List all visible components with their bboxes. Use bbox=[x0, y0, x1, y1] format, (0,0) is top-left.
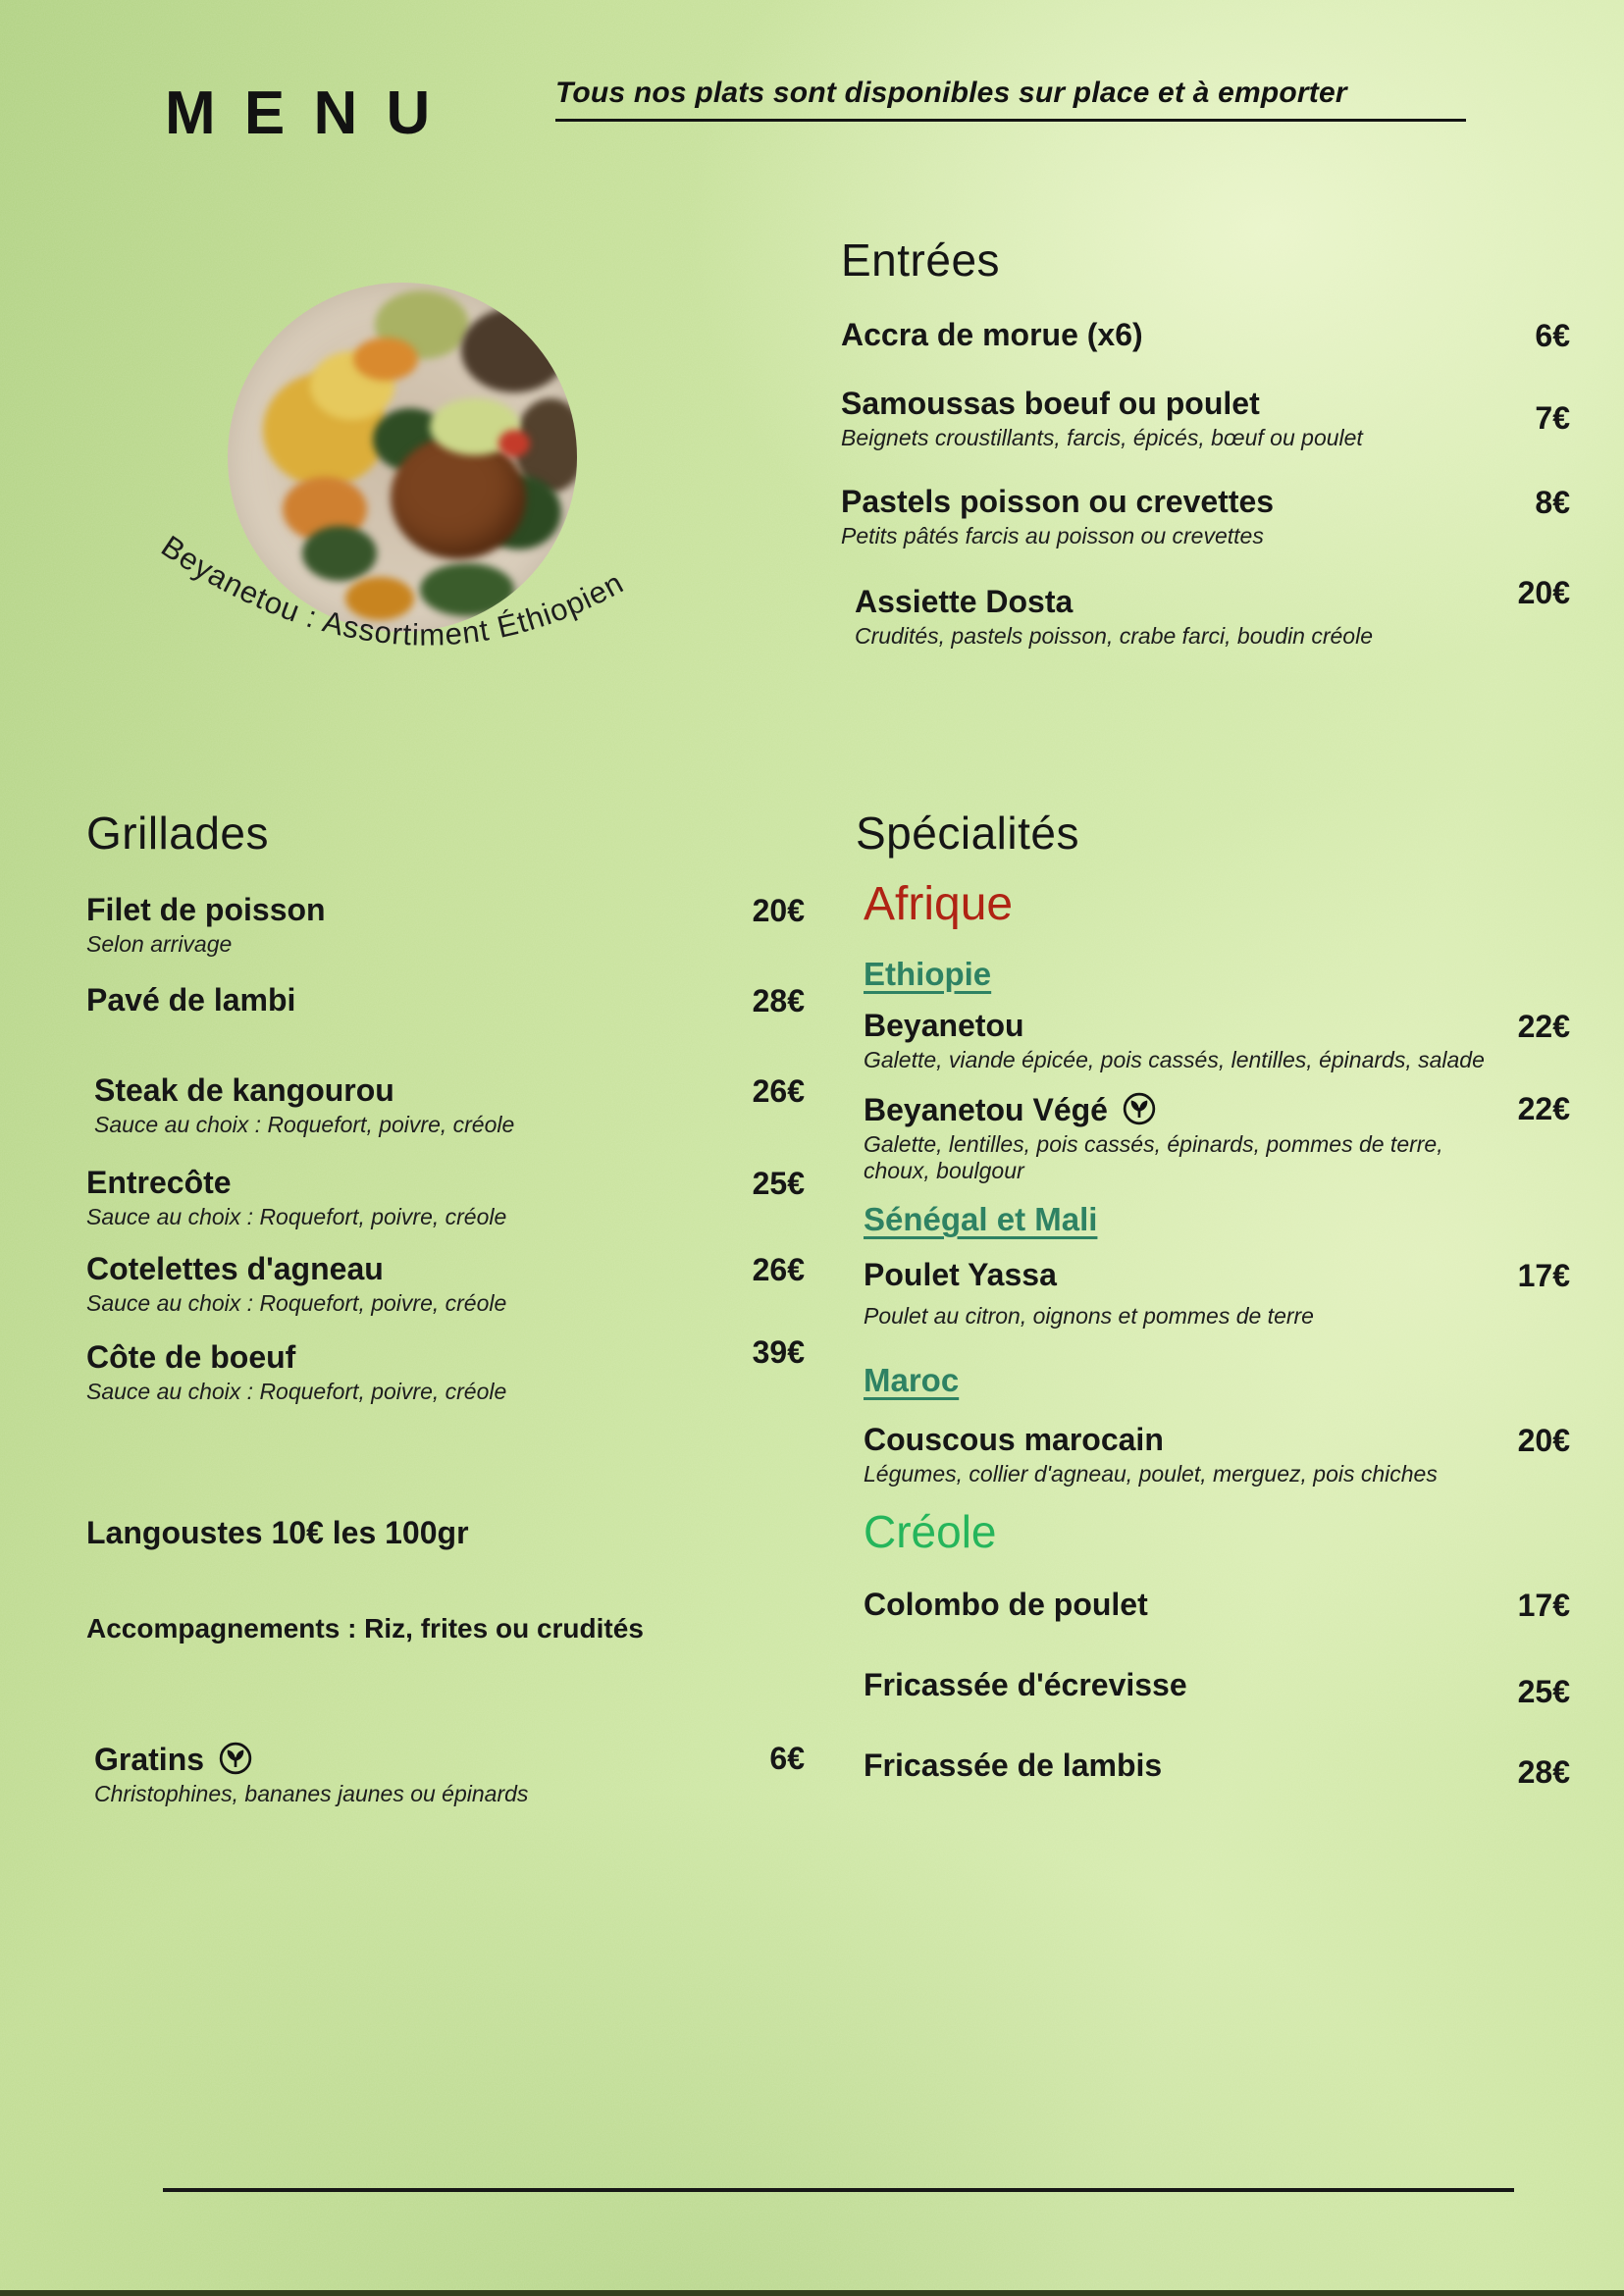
grillades-heading: Grillades bbox=[86, 808, 270, 859]
item-price: 17€ bbox=[1517, 1258, 1570, 1293]
menu-item-row bbox=[856, 1748, 1570, 1791]
item-price: 28€ bbox=[752, 983, 805, 1018]
item-price: 25€ bbox=[1517, 1674, 1570, 1709]
item-name bbox=[864, 1091, 1500, 1128]
item-description: Sauce au choix : Roquefort, poivre, créole bbox=[86, 1289, 507, 1316]
item-description: Galette, viande épicée, pois cassés, lentilles, épinards, salade bbox=[864, 1046, 1485, 1072]
page-bottom-edge bbox=[0, 2290, 1624, 2296]
ethiopie-heading: Ethiopie bbox=[864, 956, 992, 992]
item-price: 22€ bbox=[1517, 1009, 1570, 1044]
vegetarian-icon bbox=[1122, 1091, 1157, 1126]
item-name-text: Beyanetou Végé bbox=[864, 1092, 1108, 1127]
item-name: Cotelettes d'agneau bbox=[86, 1251, 384, 1286]
item-price: 39€ bbox=[752, 1334, 805, 1370]
item-price: 20€ bbox=[1517, 1423, 1570, 1458]
item-name: Fricassée de lambis bbox=[864, 1748, 1163, 1783]
item-name: Fricassée d'écrevisse bbox=[864, 1667, 1187, 1702]
menu-item-row bbox=[86, 1334, 805, 1405]
item-price: 7€ bbox=[1535, 400, 1570, 436]
item-description: Crudités, pastels poisson, crabe farci, boudin créole bbox=[855, 622, 1374, 649]
section-entrees bbox=[841, 234, 1570, 704]
item-name: Couscous marocain bbox=[864, 1422, 1164, 1457]
section-specialites bbox=[856, 807, 1570, 1886]
menu-item-row bbox=[856, 1091, 1570, 1184]
item-price: 25€ bbox=[752, 1166, 805, 1201]
item-price: 17€ bbox=[1517, 1588, 1570, 1623]
menu-item-row bbox=[86, 893, 805, 958]
menu-item-row bbox=[856, 1668, 1570, 1710]
menu-item-row bbox=[86, 1166, 805, 1230]
item-price: 26€ bbox=[752, 1252, 805, 1287]
langoustes-note: Langoustes 10€ les 100gr bbox=[86, 1515, 469, 1550]
menu-item-row bbox=[856, 1588, 1570, 1624]
menu-item-row bbox=[86, 983, 805, 1019]
afrique-heading: Afrique bbox=[864, 878, 1014, 930]
item-description: Poulet au citron, oignons et pommes de terre bbox=[864, 1302, 1314, 1329]
item-description: Petits pâtés farcis au poisson ou crevettes bbox=[841, 522, 1264, 548]
item-price: 20€ bbox=[752, 893, 805, 928]
photo-caption-arc bbox=[137, 502, 697, 718]
photo-food-blob bbox=[461, 308, 567, 392]
item-price: 28€ bbox=[1517, 1754, 1570, 1790]
item-description: Sauce au choix : Roquefort, poivre, créole bbox=[86, 1203, 507, 1229]
item-name: Steak de kangourou bbox=[94, 1072, 394, 1108]
item-description: Sauce au choix : Roquefort, poivre, créole bbox=[94, 1111, 515, 1137]
tagline-underline bbox=[555, 119, 1466, 122]
accompagnements-note: Accompagnements : Riz, frites ou crudités bbox=[86, 1613, 644, 1644]
item-name: Accra de morue (x6) bbox=[841, 317, 1143, 352]
menu-item-row bbox=[841, 485, 1570, 549]
menu-item-row bbox=[86, 1073, 805, 1138]
item-name: Pavé de lambi bbox=[86, 982, 296, 1018]
item-name: Assiette Dosta bbox=[855, 584, 1074, 619]
menu-item-row bbox=[856, 1009, 1570, 1073]
item-name: Filet de poisson bbox=[86, 892, 326, 927]
item-name: Pastels poisson ou crevettes bbox=[841, 484, 1275, 519]
item-description: Christophines, bananes jaunes ou épinards bbox=[94, 1780, 529, 1806]
footer-rule bbox=[163, 2188, 1514, 2192]
specialites-heading: Spécialités bbox=[856, 808, 1079, 859]
tagline-block bbox=[555, 77, 1468, 122]
item-description: Beignets croustillants, farcis, épicés, bœuf ou poulet bbox=[841, 424, 1363, 450]
photo-food-blob bbox=[353, 338, 418, 381]
menu-item-row bbox=[86, 1252, 805, 1317]
page-title: M E N U bbox=[165, 79, 437, 147]
photo-food-blob bbox=[498, 430, 530, 457]
item-price: 22€ bbox=[1517, 1091, 1570, 1126]
item-price: 20€ bbox=[1517, 575, 1570, 610]
item-description: Galette, lentilles, pois cassés, épinards, pommes de terre, choux, boulgour bbox=[864, 1130, 1443, 1183]
item-name bbox=[94, 1741, 752, 1778]
item-description: Selon arrivage bbox=[86, 930, 233, 957]
item-price: 6€ bbox=[769, 1741, 805, 1776]
menu-item-row bbox=[856, 1258, 1570, 1330]
item-name-text: Gratins bbox=[94, 1742, 205, 1777]
menu-item-row bbox=[856, 1423, 1570, 1487]
item-price: 26€ bbox=[752, 1073, 805, 1109]
item-name: Poulet Yassa bbox=[864, 1257, 1057, 1292]
section-grillades bbox=[86, 807, 805, 1847]
creole-heading: Créole bbox=[864, 1506, 997, 1557]
photo-caption-text: Beyanetou : Assortiment Éthiopien bbox=[155, 528, 630, 652]
item-price: 8€ bbox=[1535, 485, 1570, 520]
maroc-heading: Maroc bbox=[864, 1362, 960, 1398]
menu-item-row bbox=[841, 318, 1570, 354]
item-name: Entrecôte bbox=[86, 1165, 232, 1200]
menu-item-row bbox=[86, 1741, 805, 1807]
tagline-text: Tous nos plats sont disponibles sur place et à emporter bbox=[555, 77, 1347, 109]
item-name: Beyanetou bbox=[864, 1008, 1024, 1043]
item-name: Colombo de poulet bbox=[864, 1587, 1148, 1622]
item-name: Côte de boeuf bbox=[86, 1339, 296, 1375]
entrees-heading: Entrées bbox=[841, 235, 1001, 286]
menu-item-row bbox=[841, 575, 1570, 650]
vegetarian-icon bbox=[218, 1741, 253, 1776]
item-price: 6€ bbox=[1535, 318, 1570, 353]
menu-item-row bbox=[841, 387, 1570, 451]
item-description: Légumes, collier d'agneau, poulet, merguez, pois chiches bbox=[864, 1460, 1438, 1487]
senegal-mali-heading: Sénégal et Mali bbox=[864, 1201, 1098, 1237]
item-description: Sauce au choix : Roquefort, poivre, créole bbox=[86, 1378, 507, 1404]
item-name: Samoussas boeuf ou poulet bbox=[841, 386, 1260, 421]
